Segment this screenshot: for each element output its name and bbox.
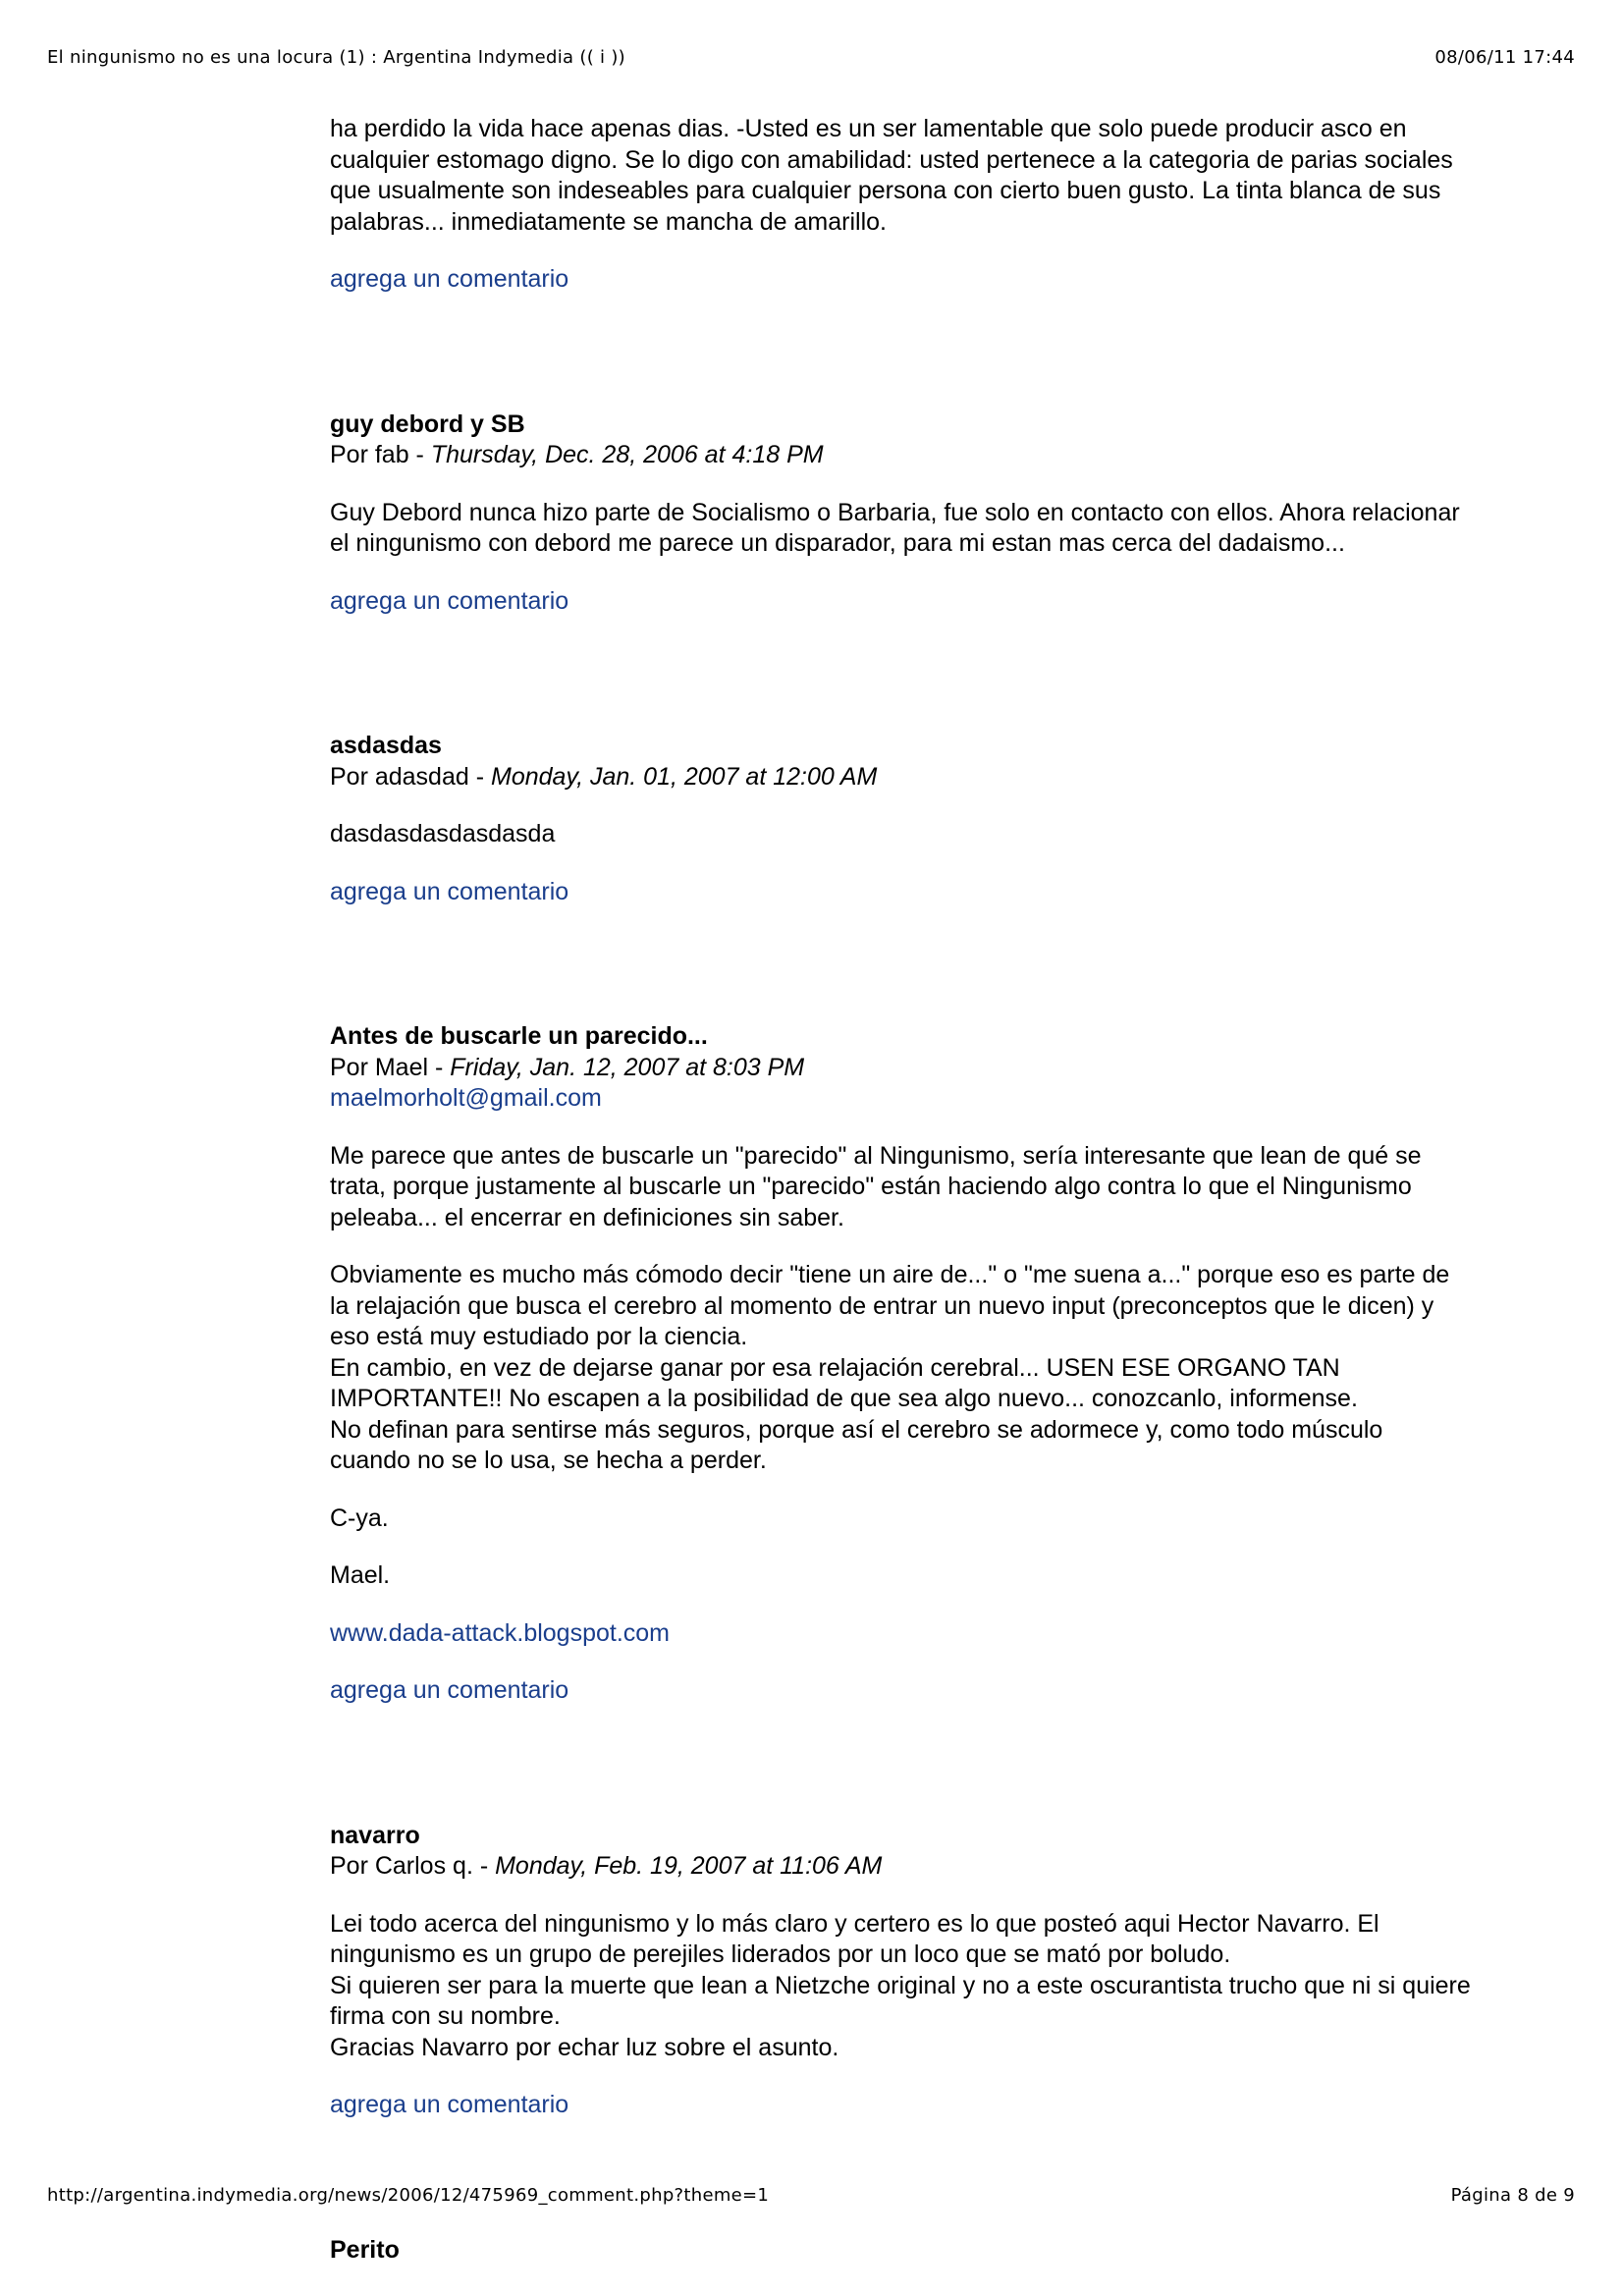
comment-line: el ningunismo con debord me parece un disparador, para mi estan mas cerca del dadaismo... — [330, 529, 1345, 557]
comment-title: Antes de buscarle un parecido... — [330, 1022, 708, 1050]
intro-line: que usualmente son indeseables para cualquier persona con cierto buen gusto. La tinta blanca de sus — [330, 177, 1441, 204]
comment-date: Thursday, Dec. 28, 2006 at 4:18 PM — [430, 441, 824, 468]
comment-author: Por Carlos q. - — [330, 1852, 496, 1880]
comment-line: Lei todo acerca del ningunismo y lo más claro y certero es lo que posteó aqui Hector Navarro. El — [330, 1909, 1379, 1938]
comment-byline — [330, 1851, 1577, 1883]
comment-line: Si quieren ser para la muerte que lean a Nietzche original y no a este oscurantista trucho que ni si quiere — [330, 1971, 1471, 1999]
comment-line: cuando no se lo usa, se hecha a perder. — [330, 1447, 767, 1474]
comment-body — [330, 498, 1577, 560]
print-footer — [47, 2185, 1575, 2206]
comment-line: ningunismo es un grupo de perejiles liderados por un loco que se mató por boludo. — [330, 1941, 1231, 1968]
comment-line: trata, porque justamente al buscarle un "parecido" están haciendo algo contra lo que el Ningunismo — [330, 1173, 1412, 1200]
comment-date: Monday, Jan. 01, 2007 at 12:00 AM — [491, 762, 878, 791]
comment-line: C-ya. — [330, 1503, 389, 1532]
print-footer-url: http://argentina.indymedia.org/news/2006/12/475969_comment.php?theme=1 — [47, 2185, 770, 2206]
comment-email-link[interactable]: maelmorholt@gmail.com — [330, 1084, 602, 1112]
comment-line: No definan para sentirse más seguros, porque así el cerebro se adormece y, como todo músculo — [330, 1415, 1383, 1444]
comment-line: peleaba... el encerrar en definiciones sin saber. — [330, 1203, 844, 1231]
intro-line: palabras... inmediatamente se mancha de amarillo. — [330, 207, 887, 236]
add-comment-link[interactable]: agrega un comentario — [330, 877, 569, 905]
comment-line: IMPORTANTE!! No escapen a la posibilidad de que sea algo nuevo... conozcanlo, informense. — [330, 1385, 1358, 1412]
add-comment-link[interactable]: agrega un comentario — [330, 586, 569, 615]
intro-line: ha perdido la vida hace apenas dias. -Usted es un ser lamentable que solo puede producir asco en — [330, 115, 1407, 142]
add-comment-link[interactable]: agrega un comentario — [330, 265, 569, 293]
comment-line: Guy Debord nunca hizo parte de Socialismo o Barbaria, fue solo en contacto con ellos. Ahora relacionar — [330, 498, 1460, 526]
comment-line: la relajación que busca el cerebro al momento de entrar un nuevo input (preconceptos que le dicen) y — [330, 1291, 1434, 1320]
print-header — [47, 47, 1575, 68]
comment-line: Me parece que antes de buscarle un "parecido" al Ningunismo, sería interesante que lean de qué se — [330, 1141, 1422, 1170]
comment-byline — [330, 440, 1577, 471]
comment — [330, 1821, 1577, 2121]
comment-website-link[interactable]: www.dada-attack.blogspot.com — [330, 1618, 671, 1647]
intro-comment-body — [330, 114, 1577, 238]
comment-body — [330, 819, 1577, 850]
comments-content — [330, 114, 1577, 2266]
add-comment-link[interactable]: agrega un comentario — [330, 2091, 569, 2118]
comment-author: Por fab - — [330, 441, 431, 468]
comment — [330, 410, 1577, 618]
intro-line: cualquier estomago digno. Se lo digo con amabilidad: usted pertenece a la categoria de parias sociales — [330, 145, 1453, 174]
comment-line: firma con su nombre. — [330, 2002, 561, 2030]
comment-author: Por Mael - — [330, 1053, 451, 1081]
comment — [330, 2235, 1577, 2267]
comment-author: Por adasdad - — [330, 762, 491, 791]
comment-body — [330, 1141, 1577, 1650]
comment-line: dasdasdasdasdasda — [330, 820, 556, 847]
comment-title: navarro — [330, 1821, 420, 1849]
comment-date: Monday, Feb. 19, 2007 at 11:06 AM — [495, 1852, 883, 1880]
comment — [330, 731, 1577, 907]
comment-title: guy debord y SB — [330, 410, 525, 438]
comment-line: Mael. — [330, 1561, 391, 1589]
comment-body — [330, 1909, 1577, 2064]
comment-line: Gracias Navarro por echar luz sobre el asunto. — [330, 2033, 839, 2061]
add-comment-link[interactable]: agrega un comentario — [330, 1676, 569, 1704]
comment-line: eso está muy estudiado por la ciencia. — [330, 1323, 748, 1350]
comment-line: Obviamente es mucho más cómodo decir "tiene un aire de..." o "me suena a..." porque eso es parte de — [330, 1261, 1450, 1288]
comment-title: asdasdas — [330, 732, 442, 759]
comment — [330, 1021, 1577, 1707]
comment-title: Perito — [330, 2235, 400, 2264]
comment-byline — [330, 1053, 1577, 1084]
comment-line: En cambio, en vez de dejarse ganar por esa relajación cerebral... USEN ESE ORGANO TAN — [330, 1353, 1340, 1382]
comment-date: Friday, Jan. 12, 2007 at 8:03 PM — [450, 1053, 805, 1081]
comment-byline — [330, 762, 1577, 793]
print-header-datetime: 08/06/11 17:44 — [1434, 47, 1575, 68]
print-footer-page: Página 8 de 9 — [1450, 2185, 1575, 2206]
print-header-title: El ningunismo no es una locura (1) : Argentina Indymedia (( i )) — [47, 47, 626, 68]
